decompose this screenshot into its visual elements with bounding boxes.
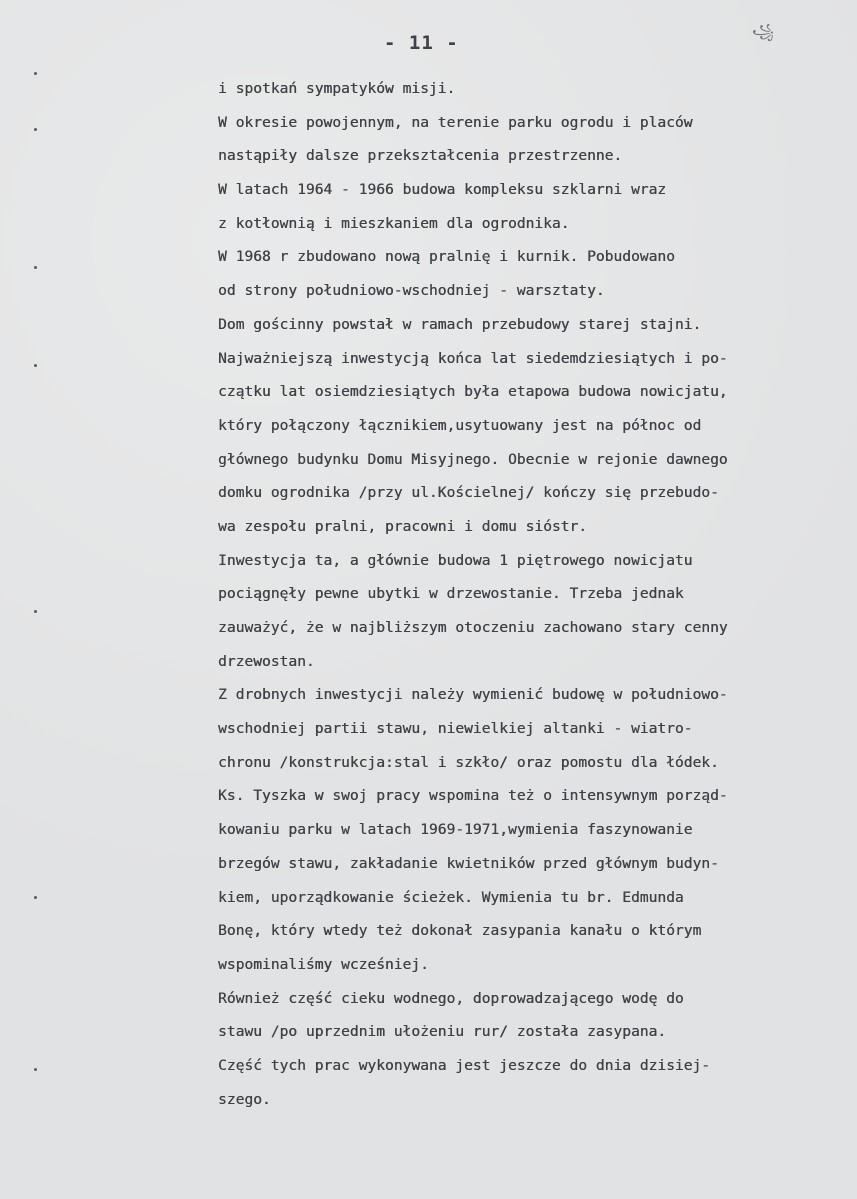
margin-dot (34, 72, 37, 75)
text-line: Z drobnych inwestycji należy wymienić budowę w południowo- (218, 686, 728, 704)
text-line: chronu /konstrukcja:stal i szkło/ oraz pomostu dla łódek. (218, 753, 719, 771)
text-line: od strony południowo-wschodniej - warsztaty. (218, 282, 605, 300)
text-line: który połączony łącznikiem,usytuowany jest na północ od (218, 416, 702, 434)
text-line: zauważyć, że w najbliższym otoczeniu zachowano stary cenny (218, 619, 728, 636)
margin-dot (34, 364, 37, 367)
text-line: W okresie powojennym, na terenie parku ogrodu i placów (218, 113, 693, 131)
text-line: Bonę, który wtedy też dokonał zasypania kanału o którym (218, 922, 702, 940)
text-line: pociągnęły pewne ubytki w drzewostanie. Trzeba jednak (218, 585, 684, 603)
margin-dot (34, 610, 37, 613)
text-line: Ks. Tyszka w swoj pracy wspomina też o intensywnym porząd- (218, 787, 728, 805)
text-line: W 1968 r zbudowano nową pralnię i kurnik. Pobudowano (218, 248, 675, 266)
margin-dot (34, 1068, 37, 1071)
text-line: z kotłownią i mieszkaniem dla ogrodnika. (218, 214, 570, 232)
text-line: nastąpiły dalsze przekształcenia przestrzenne. (218, 147, 623, 165)
text-line: kowaniu parku w latach 1969-1971,wymienia faszynowanie (218, 821, 693, 839)
text-line: czątku lat osiemdziesiątych była etapowa budowa nowicjatu, (218, 383, 728, 401)
text-line: i spotkań sympatyków misji. (218, 80, 456, 97)
text-line: Najważniejszą inwestycją końca lat siedemdziesiątych i po- (218, 349, 728, 367)
corner-mark: ꧁ (752, 24, 774, 40)
text-line: Dom gościnny powstał w ramach przebudowy starej stajni. (218, 315, 702, 333)
margin-dot (34, 896, 37, 899)
margin-dot (34, 128, 37, 131)
text-line: głównego budynku Domu Misyjnego. Obecnie w rejonie dawnego (218, 450, 728, 468)
typewritten-body (218, 72, 828, 1116)
text-line: Również część cieku wodnego, doprowadzającego wodę do (218, 989, 684, 1007)
text-line: Część tych prac wykonywana jest jeszcze do dnia dzisiej- (218, 1056, 711, 1074)
text-line: kiem, uporządkowanie ścieżek. Wymienia tu br. Edmunda (218, 888, 684, 906)
margin-dot (34, 266, 37, 269)
text-line: wspominaliśmy wcześniej. (218, 955, 429, 973)
text-line: domku ogrodnika /przy ul.Kościelnej/ kończy się przebudo- (218, 484, 719, 502)
text-line: wa zespołu pralni, pracowni i domu sióstr. (218, 517, 588, 535)
text-line: szego. (218, 1090, 271, 1108)
text-line: drzewostan. (218, 652, 315, 670)
text-line: stawu /po uprzednim ułożeniu rur/ została zasypana. (218, 1023, 667, 1041)
text-line: Inwestycja ta, a głównie budowa 1 piętrowego nowicjatu (218, 551, 693, 569)
text-line: W latach 1964 - 1966 budowa kompleksu szklarni wraz (218, 181, 667, 199)
text-line: wschodniej partii stawu, niewielkiej altanki - wiatro- (218, 720, 693, 738)
text-line: brzegów stawu, zakładanie kwietników przed głównym budyn- (218, 854, 719, 872)
page-number: - 11 - (384, 32, 459, 54)
